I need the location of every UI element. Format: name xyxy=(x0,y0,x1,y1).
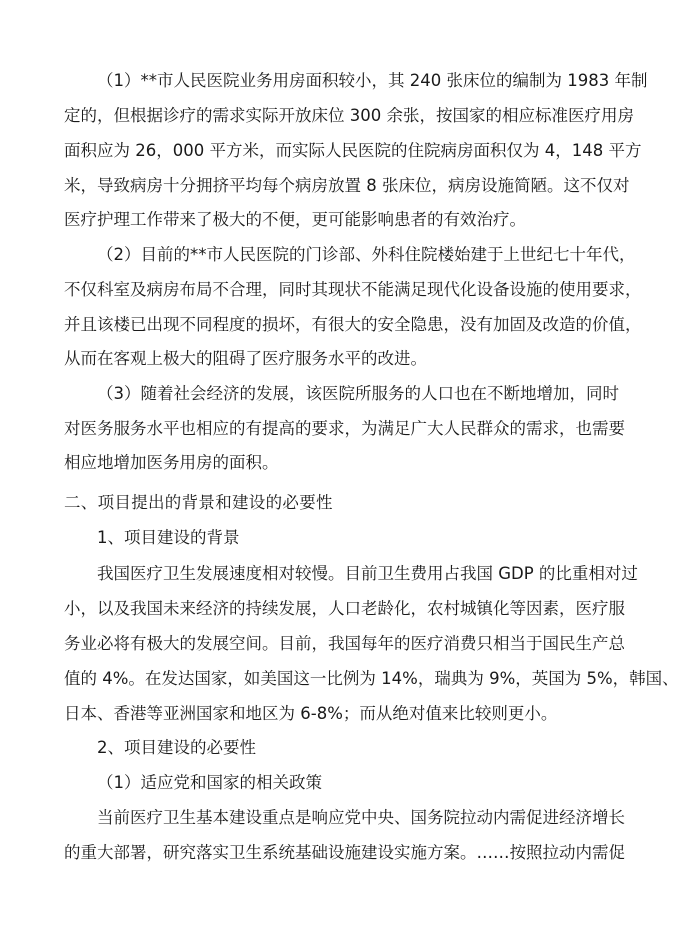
paragraph-2-line-3: 并且该楼已出现不同程度的损坏，有很大的安全隐患，没有加固及改造的价值， xyxy=(64,315,642,334)
paragraph-1-line-2: 定的，但根据诊疗的需求实际开放床位 300 余张，按国家的相应标准医疗用房 xyxy=(64,106,634,125)
section-heading: 二、项目提出的背景和建设的必要性 xyxy=(64,493,333,512)
paragraph-5-line-2: 的重大部署，研究落实卫生系统基础设施建设实施方案。……按照拉动内需促 xyxy=(64,843,625,862)
paragraph-2-line-4: 从而在客观上极大的阻碍了医疗服务水平的改进。 xyxy=(64,349,427,368)
paragraph-2-line-1: （2）目前的**市人民医院的门诊部、外科住院楼始建于上世纪七十年代， xyxy=(97,245,636,264)
paragraph-2-line-2: 不仅科室及病房布局不合理，同时其现状不能满足现代化设备设施的使用要求， xyxy=(64,280,642,299)
paragraph-4-line-1: 我国医疗卫生发展速度相对较慢。目前卫生费用占我国 GDP 的比重相对过 xyxy=(97,564,638,583)
paragraph-4-line-4: 值的 4%。在发达国家，如美国这一比例为 14%，瑞典为 9%，英国为 5%，韩国、 xyxy=(64,669,679,688)
paragraph-1-line-1: （1）**市人民医院业务用房面积较小，其 240 张床位的编制为 1983 年制 xyxy=(97,71,648,90)
subsection-heading-background: 1、项目建设的背景 xyxy=(97,528,240,547)
subsubsection-heading-policy: （1）适应党和国家的相关政策 xyxy=(97,773,322,792)
paragraph-1-line-4: 米，导致病房十分拥挤平均每个病房放置 8 张床位，病房设施简陋。这不仅对 xyxy=(64,176,630,195)
paragraph-1-line-5: 医疗护理工作带来了极大的不便，更可能影响患者的有效治疗。 xyxy=(64,210,526,229)
paragraph-1-line-3: 面积应为 26，000 平方米，而实际人民医院的住院病房面积仅为 4，148 平方 xyxy=(64,141,642,160)
paragraph-4-line-3: 务业必将有极大的发展空间。目前，我国每年的医疗消费只相当于国民生产总 xyxy=(64,634,625,653)
paragraph-3-line-1: （3）随着社会经济的发展，该医院所服务的人口也在不断地增加，同时 xyxy=(97,384,619,403)
subsection-heading-necessity: 2、项目建设的必要性 xyxy=(97,738,256,757)
paragraph-4-line-2: 小，以及我国未来经济的持续发展，人口老龄化，农村城镇化等因素，医疗服 xyxy=(64,599,625,618)
paragraph-4-line-5: 日本、香港等亚洲国家和地区为 6-8%；而从绝对值来比较则更小。 xyxy=(64,704,558,723)
paragraph-3-line-3: 相应地增加医务用房的面积。 xyxy=(64,453,279,472)
paragraph-3-line-2: 对医务服务水平也相应的有提高的要求，为满足广大人民群众的需求，也需要 xyxy=(64,419,625,438)
paragraph-5-line-1: 当前医疗卫生基本建设重点是响应党中央、国务院拉动内需促进经济增长 xyxy=(97,808,625,827)
